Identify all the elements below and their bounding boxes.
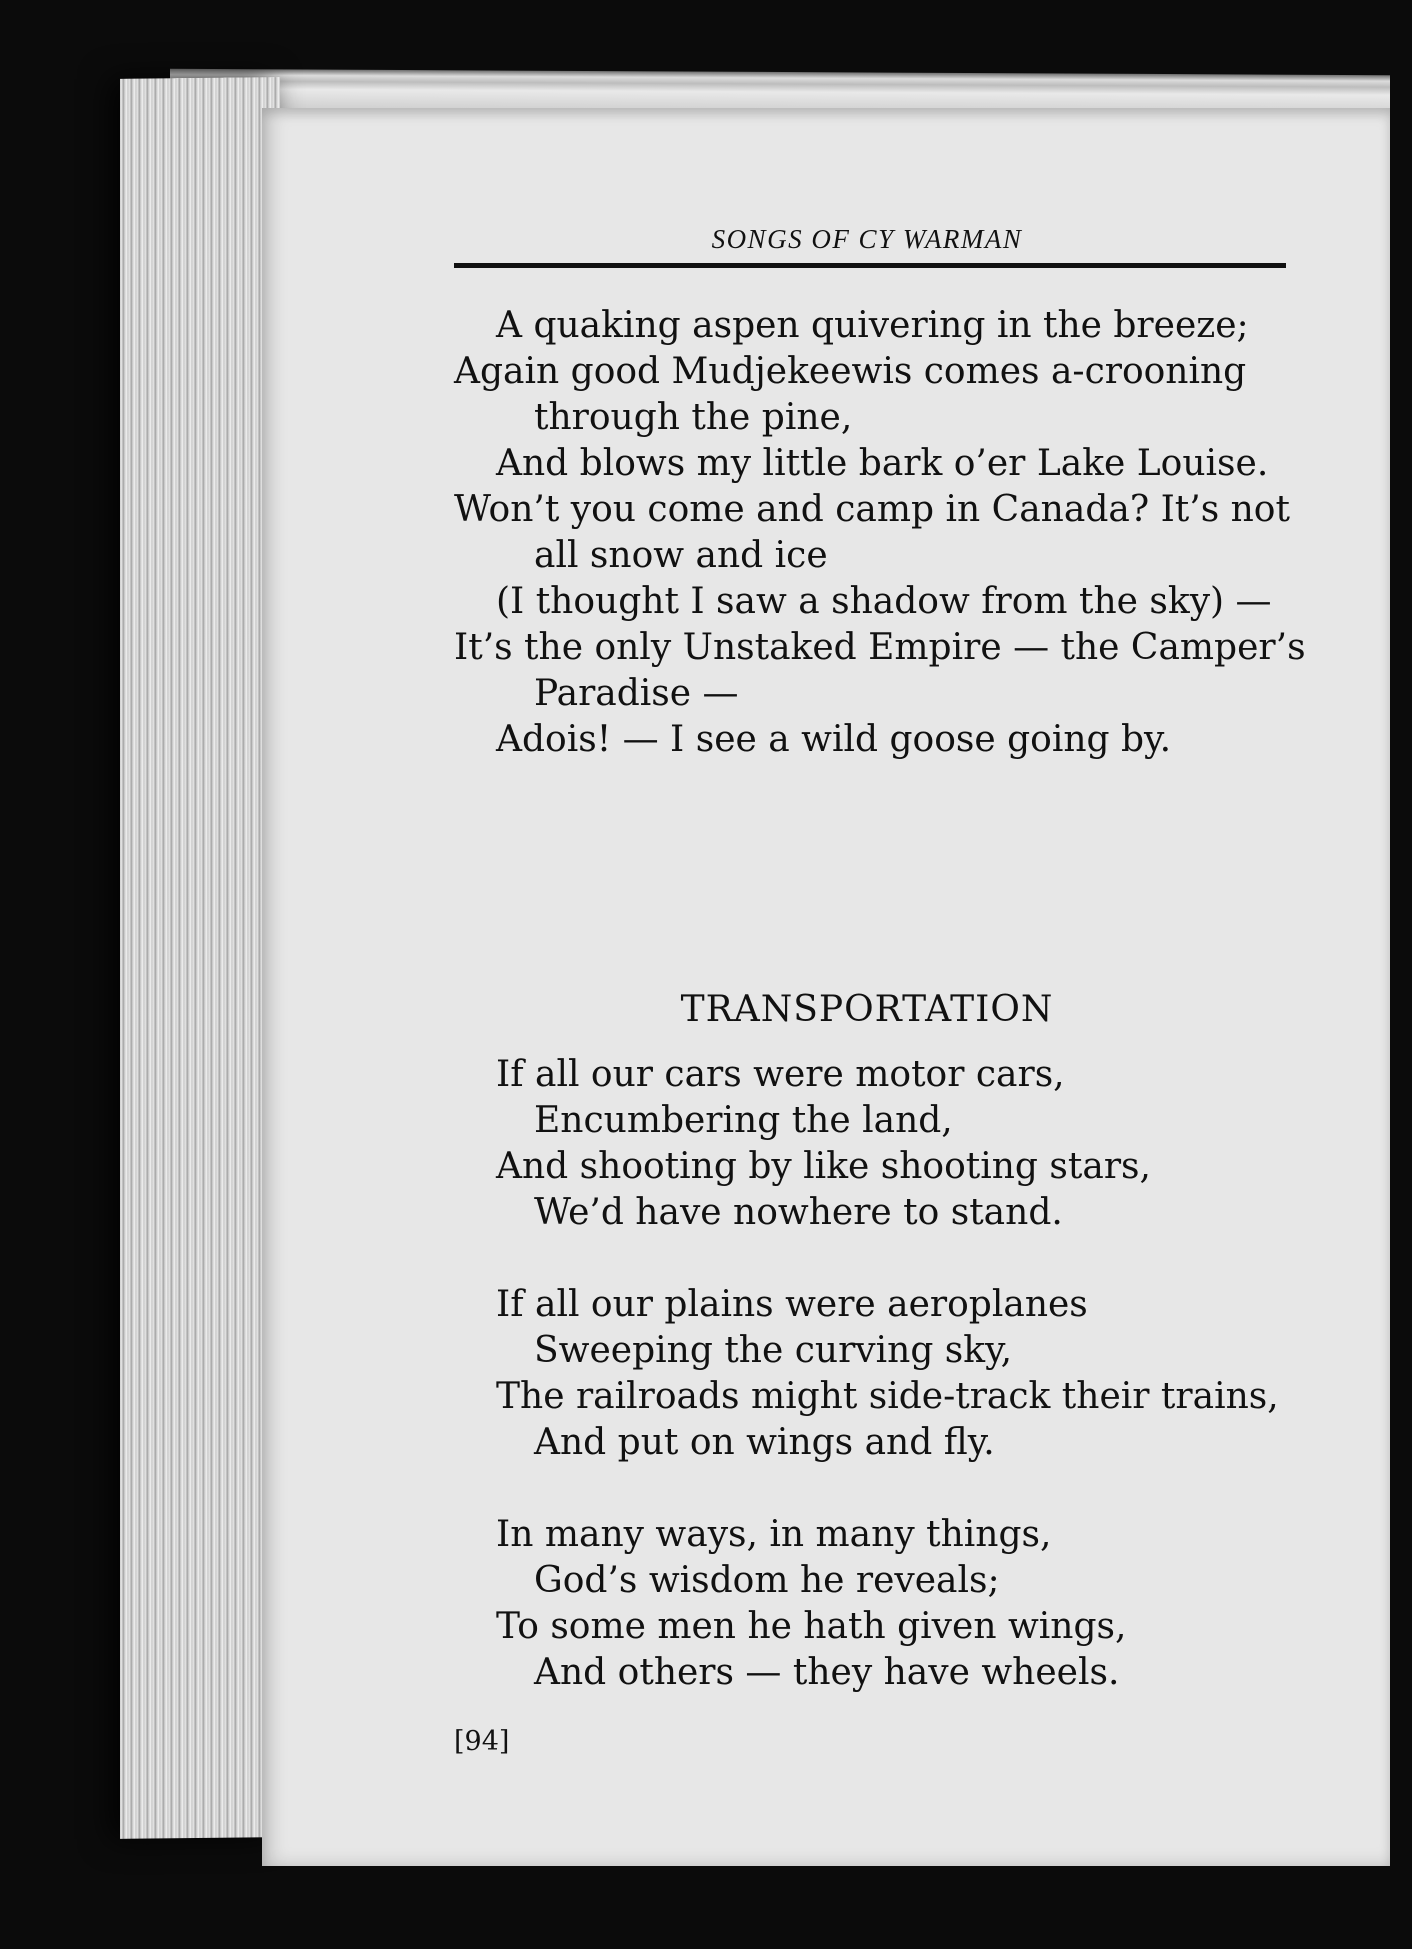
verse-line: And blows my little bark o’er Lake Louise. <box>496 443 1269 484</box>
stanza <box>454 1282 1314 1466</box>
stanza <box>454 1052 1314 1236</box>
verse-line: through the pine, <box>534 397 853 438</box>
verse-line: Won’t you come and camp in Canada? It’s not <box>454 489 1290 530</box>
book-page <box>262 108 1390 1866</box>
verse-line: Paradise — <box>534 673 739 714</box>
page-stack-left-edge <box>120 77 280 1839</box>
poem-line: God’s wisdom he reveals; <box>534 1560 1000 1601</box>
stanza <box>454 1512 1314 1696</box>
verse-line: (I thought I saw a shadow from the sky) — <box>496 581 1272 622</box>
poem-line: And others — they have wheels. <box>534 1652 1120 1693</box>
poem-body <box>454 1052 1314 1742</box>
running-head: SONGS OF CY WARMAN <box>711 224 1023 254</box>
poem-title: TRANSPORTATION <box>680 989 1054 1030</box>
poem-line: To some men he hath given wings, <box>496 1606 1127 1647</box>
page-number: [94] <box>454 1726 510 1757</box>
poem-line: If all our plains were aeroplanes <box>496 1284 1088 1325</box>
continued-verse <box>454 303 1314 763</box>
verse-line: Adois! — I see a wild goose going by. <box>496 719 1172 760</box>
poem-line: In many ways, in many things, <box>496 1514 1052 1555</box>
verse-line: all snow and ice <box>534 535 828 576</box>
verse-line: Again good Mudjekeewis comes a-crooning <box>454 351 1247 392</box>
poem-line: Sweeping the curving sky, <box>534 1330 1013 1371</box>
poem-line: And shooting by like shooting stars, <box>496 1146 1151 1187</box>
poem-line: And put on wings and fly. <box>534 1422 995 1463</box>
verse-line: It’s the only Unstaked Empire — the Camper’s <box>454 627 1306 668</box>
poem-line: We’d have nowhere to stand. <box>534 1192 1063 1233</box>
header-rule <box>454 263 1286 268</box>
poem-line: The railroads might side-track their trains, <box>496 1376 1279 1417</box>
poem-line: Encumbering the land, <box>534 1100 953 1141</box>
poem-line: If all our cars were motor cars, <box>496 1054 1065 1095</box>
verse-line: A quaking aspen quivering in the breeze; <box>496 305 1249 346</box>
